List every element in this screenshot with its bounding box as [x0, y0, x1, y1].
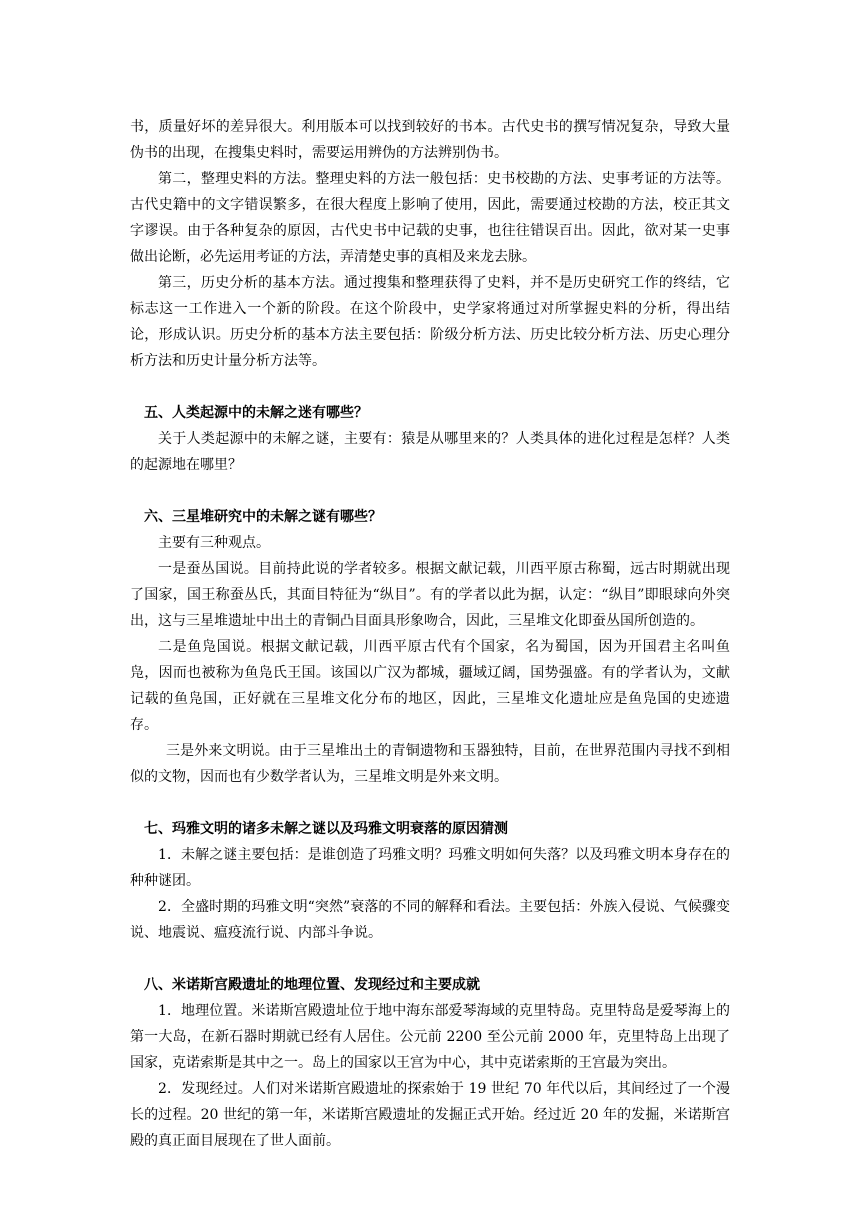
- section-6-paragraph-2: 一是蚕丛国说。目前持此说的学者较多。根据文献记载，川西平原古称蜀，远古时期就出现了国家，国王称蚕丛氏，其面目特征为“纵目”。有的学者以此为据，认定：“纵目”即眼球向外突出，这与三星堆遗址中出土的青铜凸目面具形象吻合，因此，三星堆文化即蚕丛国所创造的。: [130, 561, 730, 629]
- section-gap: [130, 374, 730, 400]
- section-8-paragraph-1: 1．地理位置。米诺斯宫殿遗址位于地中海东部爱琴海域的克里特岛。克里特岛是爱琴海上的第一大岛，在新石器时期就已经有人居住。公元前 2200 至公元前 2000 年，克里特岛上出现了国家，克诺索斯是其中之一。岛上的国家以王宫为中心，其中克诺索斯的王宫最为突出。: [130, 1003, 730, 1071]
- section-7-paragraph-1: 1．未解之谜主要包括：是谁创造了玛雅文明？玛雅文明如何失落？以及玛雅文明本身存在的种种谜团。: [130, 847, 730, 889]
- section-gap: [130, 790, 730, 816]
- section-7-paragraph-2: 2．全盛时期的玛雅文明“突然”衰落的不同的解释和看法。主要包括：外族入侵说、气候骤变说、地震说、瘟疫流行说、内部斗争说。: [130, 899, 730, 941]
- section-gap: [130, 946, 730, 972]
- section-6-paragraph-4: 三是外来文明说。由于三星堆出土的青铜遗物和玉器独特，目前，在世界范围内寻找不到相似的文物，因而也有少数学者认为，三星堆文明是外来文明。: [130, 743, 730, 785]
- document-page: [130, 114, 730, 1154]
- section-7-heading: 七、玛雅文明的诸多未解之谜以及玛雅文明衰落的原因猜测: [144, 821, 508, 837]
- section-6-paragraph-1: 主要有三种观点。: [158, 535, 270, 551]
- section-gap: [130, 478, 730, 504]
- intro-paragraph-1: 书，质量好坏的差异很大。利用版本可以找到较好的书本。古代史书的撰写情况复杂，导致大量伪书的出现，在搜集史料时，需要运用辨伪的方法辨别伪书。: [130, 119, 730, 161]
- section-6-paragraph-3: 二是鱼凫国说。根据文献记载，川西平原古代有个国家，名为蜀国，因为开国君主名叫鱼凫，因而也被称为鱼凫氏王国。该国以广汉为都城，疆域辽阔，国势强盛。有的学者认为，文献记载的鱼凫国，正好就在三星堆文化分布的地区，因此，三星堆文化遗址应是鱼凫国的史迹遗存。: [130, 639, 730, 733]
- section-5-heading: 五、人类起源中的未解之迷有哪些？: [144, 405, 368, 421]
- section-8-heading: 八、米诺斯宫殿遗址的地理位置、发现经过和主要成就: [144, 977, 480, 993]
- section-6-heading: 六、三星堆研究中的未解之谜有哪些？: [144, 509, 382, 525]
- section-8-paragraph-2: 2．发现经过。人们对米诺斯宫殿遗址的探索始于 19 世纪 70 年代以后，其间经过了一个漫长的过程。20 世纪的第一年，米诺斯宫殿遗址的发掘正式开始。经过近 20 年的发掘，米诺斯宫殿的真正面目展现在了世人面前。: [130, 1081, 730, 1149]
- section-5-paragraph-1: 关于人类起源中的未解之谜，主要有：猿是从哪里来的？人类具体的进化过程是怎样？人类的起源地在哪里？: [130, 431, 730, 473]
- intro-paragraph-3: 第三，历史分析的基本方法。通过搜集和整理获得了史料，并不是历史研究工作的终结，它标志这一工作进入一个新的阶段。在这个阶段中，史学家将通过对所掌握史料的分析，得出结论，形成认识。历史分析的基本方法主要包括：阶级分析方法、历史比较分析方法、历史心理分析方法和历史计量分析方法等。: [130, 275, 730, 369]
- intro-paragraph-2: 第二，整理史料的方法。整理史料的方法一般包括：史书校勘的方法、史事考证的方法等。古代史籍中的文字错误繁多，在很大程度上影响了使用，因此，需要通过校勘的方法，校正其文字谬误。由于各种复杂的原因，古代史书中记载的史事，也往往错误百出。因此，欲对某一史事做出论断，必先运用考证的方法，弄清楚史事的真相及来龙去脉。: [130, 171, 730, 265]
